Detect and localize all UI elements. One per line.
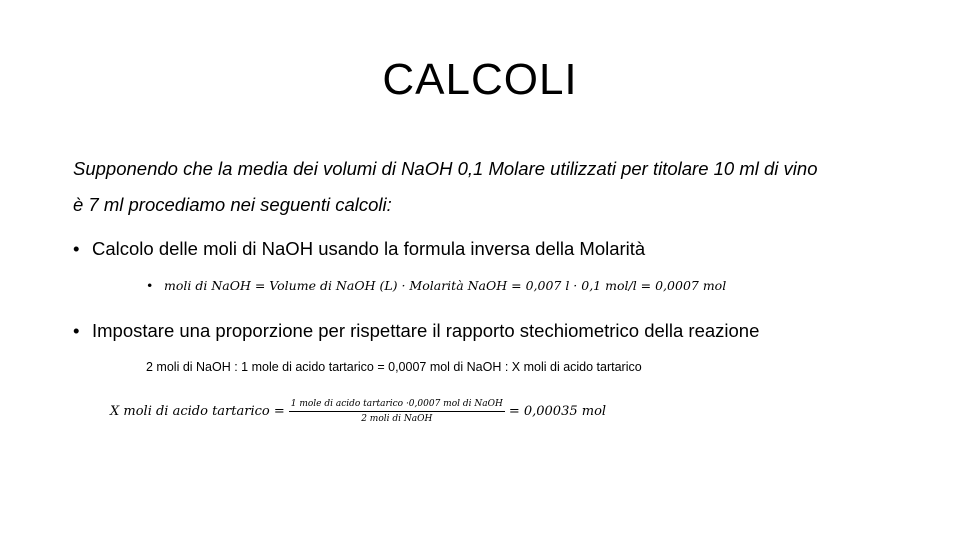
intro-text-line-2: è 7 ml procediamo nei seguenti calcoli: — [73, 194, 392, 215]
moles-formula: moli di NaOH = Volume di NaOH (L) · Molarità NaOH = 0,007 l · 0,1 mol/l = 0,0007 mol — [164, 278, 727, 293]
tartaric-acid-equation — [110, 394, 606, 428]
bullet-item-1 — [73, 238, 645, 260]
sub-bullet-formula — [146, 278, 726, 293]
stoichiometric-proportion: 2 moli di NaOH : 1 mole di acido tartarico = 0,0007 mol di NaOH : X moli di acido tartarico — [146, 360, 642, 374]
equation-result: = 0,00035 mol — [508, 403, 607, 419]
bullet-icon: • — [73, 320, 80, 341]
bullet-text-1: Calcolo delle moli di NaOH usando la formula inversa della Molarità — [92, 238, 646, 259]
slide-title: CALCOLI — [382, 55, 578, 104]
equation-lhs: X moli di acido tartarico = — [110, 403, 285, 419]
fraction-denominator: 2 moli di NaOH — [361, 413, 433, 424]
bullet-icon: • — [73, 238, 80, 259]
bullet-item-2 — [73, 320, 759, 342]
sub-bullet-icon: • — [146, 278, 154, 293]
equation-fraction — [289, 398, 505, 425]
intro-text-line-1: Supponendo che la media dei volumi di NaOH 0,1 Molare utilizzati per titolare 10 ml di vino — [73, 158, 818, 179]
fraction-numerator: 1 mole di acido tartarico ·0,0007 mol di NaOH — [289, 398, 505, 412]
bullet-text-2: Impostare una proporzione per rispettare il rapporto stechiometrico della reazione — [92, 320, 760, 341]
